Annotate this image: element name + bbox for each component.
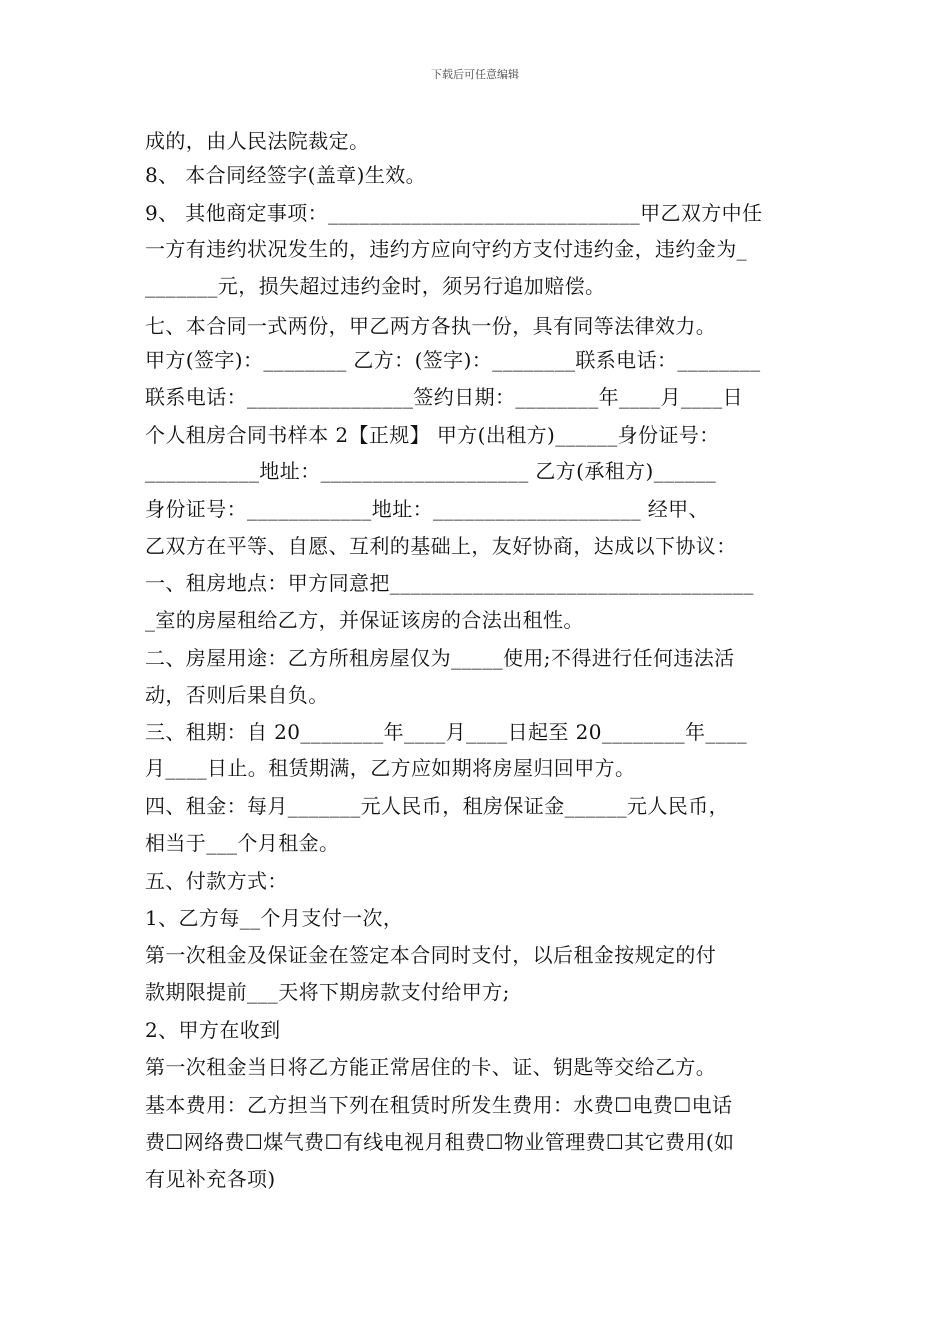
text-line: 乙双方在平等、自愿、互利的基础上，友好协商，达成以下协议： [145,534,737,558]
text-line: 第一次租金当日将乙方能正常居住的卡、证、钥匙等交给乙方。 [145,1055,717,1079]
text-line: 甲方(签字)：________ 乙方：(签字)：________联系电话：________ [145,348,761,372]
text-line: 三、租期：自 20________年____月____日起至 20________年____ [145,720,748,744]
text-line: 七、本合同一式两份，甲乙两方各执一份，具有同等法律效力。 [145,314,717,338]
text-line: 款期限提前___天将下期房款支付给甲方; [145,980,510,1004]
page-header: 下载后可任意编辑 [431,68,519,81]
text-line: 四、租金：每月_______元人民币，租房保证金______元人民币， [145,794,729,818]
text-line: 一方有违约状况发生的，违约方应向守约方支付违约金，违约金为_ [145,237,747,261]
text-line: 身份证号：____________地址：____________________ 经甲、 [145,497,709,521]
text-line: _______元，损失超过违约金时，须另行追加赔偿。 [145,274,606,298]
text-line: 基本费用：乙方担当下列在租赁时所发生费用：水费☐电费☐电话 [145,1093,733,1117]
text-line: 相当于___个月租金。 [145,831,340,855]
text-line: 2、甲方在收到 [145,1018,281,1042]
text-line: 成的，由人民法院裁定。 [145,129,370,153]
text-line: 第一次租金及保证金在签定本合同时支付，以后租金按规定的付 [145,943,717,967]
text-line: 9、 其他商定事项：______________________________甲乙双方中任 [145,201,763,225]
text-line: ___________地址：____________________ 乙方(承租方)______ [145,459,717,483]
text-line: 一、租房地点：甲方同意把___________________________________ [145,571,754,595]
text-line: 1、乙方每__个月支付一次， [145,906,404,930]
text-line: 五、付款方式： [145,869,288,893]
text-line: 动，否则后果自负。 [145,683,329,707]
text-line: 有见补充各项) [145,1167,276,1191]
text-line: _室的房屋租给乙方，并保证该房的合法出租性。 [145,608,584,632]
text-line: 联系电话：________________签约日期：________年____月____日 [145,385,743,409]
text-line: 8、 本合同经签字(盖章)生效。 [145,163,427,187]
text-line: 费☐网络费☐煤气费☐有线电视月租费☐物业管理费☐其它费用(如 [145,1130,735,1154]
text-line: 二、房屋用途：乙方所租房屋仅为_____使用;不得进行任何违法活 [145,646,735,670]
text-line: 个人租房合同书样本 2【正规】 甲方(出租方)______身份证号： [145,423,720,447]
text-line: 月____日止。租赁期满，乙方应如期将房屋归回甲方。 [145,756,636,780]
